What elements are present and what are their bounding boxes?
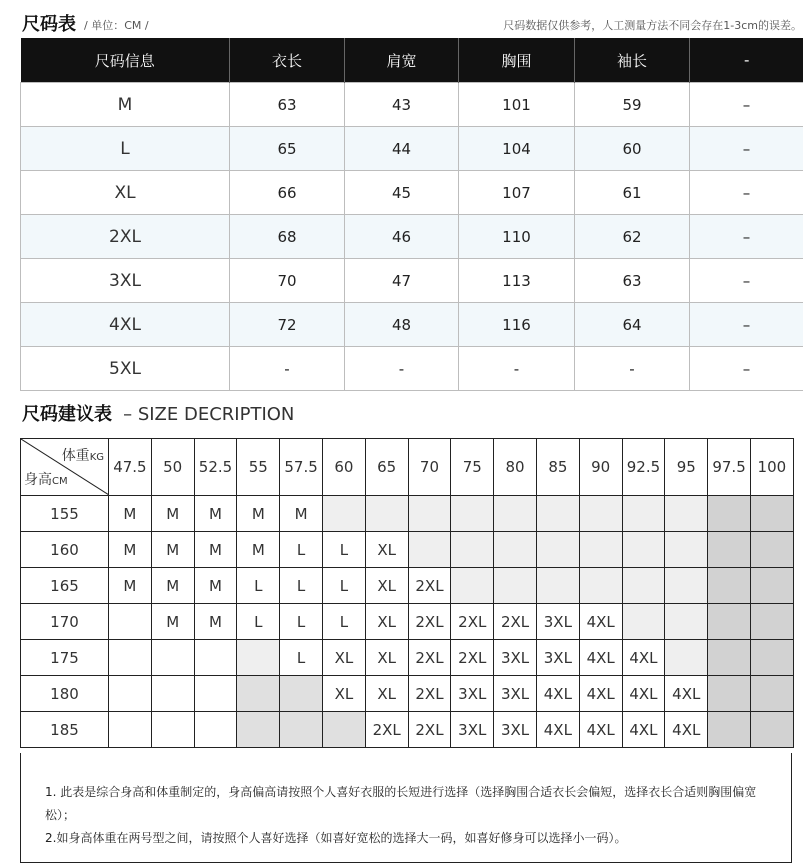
recommendation-row	[21, 604, 794, 640]
recommended-size-cell	[194, 676, 237, 712]
recommended-size-cell: 2XL	[408, 676, 451, 712]
recommended-size-cell: XL	[365, 604, 408, 640]
recommended-size-cell	[536, 496, 579, 532]
recommended-size-cell	[194, 712, 237, 748]
measurement-cell: –	[690, 215, 803, 259]
measurement-cell: 68	[230, 215, 345, 259]
recommended-size-cell	[237, 676, 280, 712]
measurement-cell: 45	[345, 171, 459, 215]
weight-header: 55	[237, 439, 280, 496]
recommended-size-cell: L	[280, 604, 323, 640]
recommended-size-cell: 4XL	[622, 640, 665, 676]
recommended-size-cell: 3XL	[451, 712, 494, 748]
measurement-cell: 59	[575, 83, 690, 127]
recommended-size-cell	[750, 676, 793, 712]
recommended-size-cell	[151, 640, 194, 676]
height-cell: 170	[21, 604, 109, 640]
size-chart-unit: / 单位：CM /	[84, 19, 149, 32]
recommended-size-cell	[579, 496, 622, 532]
recommended-size-cell: M	[237, 532, 280, 568]
recommendation-row	[21, 640, 794, 676]
recommended-size-cell	[750, 604, 793, 640]
recommended-size-cell	[494, 568, 537, 604]
weight-header: 95	[665, 439, 708, 496]
size-row	[21, 259, 803, 303]
recommended-size-cell: 2XL	[408, 604, 451, 640]
recommended-size-cell: XL	[365, 532, 408, 568]
recommended-size-cell: M	[194, 532, 237, 568]
measurement-cell: 64	[575, 303, 690, 347]
recommended-size-cell	[151, 676, 194, 712]
recommended-size-cell: L	[280, 532, 323, 568]
weight-header: 75	[451, 439, 494, 496]
measurement-cell: 110	[459, 215, 575, 259]
recommended-size-cell: XL	[322, 640, 365, 676]
measurement-cell: -	[345, 347, 459, 391]
measurement-cell: 47	[345, 259, 459, 303]
size-label-cell: 4XL	[21, 303, 230, 347]
recommended-size-cell: 4XL	[579, 676, 622, 712]
recommended-size-cell: 4XL	[665, 712, 708, 748]
recommendation-row	[21, 676, 794, 712]
measurement-cell: 46	[345, 215, 459, 259]
size-table-header: 衣长	[230, 38, 345, 83]
recommendation-header	[22, 400, 294, 426]
size-chart-note: 尺码数据仅供参考，人工测量方法不同会存在1-3cm的误差。	[503, 19, 802, 32]
size-label-cell: XL	[21, 171, 230, 215]
size-label-cell: 2XL	[21, 215, 230, 259]
recommended-size-cell	[322, 496, 365, 532]
recommendation-header-row	[21, 439, 794, 496]
recommended-size-cell: XL	[365, 568, 408, 604]
recommended-size-cell	[194, 640, 237, 676]
recommended-size-cell: L	[237, 604, 280, 640]
recommended-size-cell: 2XL	[494, 604, 537, 640]
recommended-size-cell: 2XL	[365, 712, 408, 748]
recommendation-table	[20, 438, 794, 748]
recommended-size-cell: M	[194, 496, 237, 532]
weight-header: 92.5	[622, 439, 665, 496]
weight-header: 70	[408, 439, 451, 496]
recommended-size-cell: 4XL	[536, 676, 579, 712]
recommended-size-cell	[451, 568, 494, 604]
weight-header: 97.5	[708, 439, 751, 496]
recommended-size-cell: M	[109, 568, 152, 604]
size-row	[21, 171, 803, 215]
measurement-cell: -	[575, 347, 690, 391]
recommended-size-cell	[451, 532, 494, 568]
measurement-cell: –	[690, 83, 803, 127]
recommended-size-cell: L	[322, 568, 365, 604]
recommended-size-cell: 2XL	[408, 640, 451, 676]
weight-header: 80	[494, 439, 537, 496]
recommended-size-cell	[536, 568, 579, 604]
recommended-size-cell	[665, 496, 708, 532]
size-table-header: 尺码信息	[21, 38, 230, 83]
size-row	[21, 347, 803, 391]
recommended-size-cell	[109, 640, 152, 676]
measurement-cell: 61	[575, 171, 690, 215]
recommended-size-cell: M	[194, 604, 237, 640]
recommended-size-cell	[494, 532, 537, 568]
recommended-size-cell: L	[237, 568, 280, 604]
size-label-cell: L	[21, 127, 230, 171]
recommendation-row	[21, 496, 794, 532]
recommended-size-cell	[622, 532, 665, 568]
height-cell: 180	[21, 676, 109, 712]
recommended-size-cell: 3XL	[536, 604, 579, 640]
recommended-size-cell: 2XL	[451, 640, 494, 676]
recommended-size-cell: L	[322, 604, 365, 640]
recommended-size-cell: M	[151, 496, 194, 532]
recommended-size-cell: 4XL	[579, 640, 622, 676]
measurement-cell: 62	[575, 215, 690, 259]
recommended-size-cell	[280, 712, 323, 748]
size-table-header: -	[690, 38, 803, 83]
measurement-cell: 113	[459, 259, 575, 303]
recommended-size-cell	[708, 496, 751, 532]
recommendation-subtitle: – SIZE DECRIPTION	[123, 404, 295, 425]
weight-header: 60	[322, 439, 365, 496]
recommended-size-cell	[622, 496, 665, 532]
recommended-size-cell: M	[237, 496, 280, 532]
recommended-size-cell: L	[280, 568, 323, 604]
size-row	[21, 127, 803, 171]
recommended-size-cell	[237, 640, 280, 676]
recommended-size-cell	[708, 712, 751, 748]
recommended-size-cell: 3XL	[494, 676, 537, 712]
recommended-size-cell: 3XL	[494, 712, 537, 748]
recommended-size-cell: M	[151, 568, 194, 604]
measurement-cell: 107	[459, 171, 575, 215]
recommended-size-cell	[365, 496, 408, 532]
measurement-cell: 63	[230, 83, 345, 127]
size-chart-title: 尺码表	[22, 14, 76, 35]
size-row	[21, 303, 803, 347]
weight-header: 65	[365, 439, 408, 496]
size-table	[20, 38, 803, 391]
recommended-size-cell	[708, 676, 751, 712]
weight-header: 47.5	[109, 439, 152, 496]
recommended-size-cell	[665, 640, 708, 676]
recommended-size-cell	[237, 712, 280, 748]
weight-header: 85	[536, 439, 579, 496]
recommended-size-cell: 3XL	[494, 640, 537, 676]
measurement-cell: -	[230, 347, 345, 391]
recommended-size-cell: XL	[322, 676, 365, 712]
measurement-cell: 63	[575, 259, 690, 303]
recommended-size-cell	[280, 676, 323, 712]
recommended-size-cell: 4XL	[665, 676, 708, 712]
recommended-size-cell: M	[151, 604, 194, 640]
recommended-size-cell: 2XL	[408, 712, 451, 748]
recommended-size-cell	[109, 676, 152, 712]
recommended-size-cell: 4XL	[579, 712, 622, 748]
recommended-size-cell: M	[151, 532, 194, 568]
recommended-size-cell: 3XL	[451, 676, 494, 712]
recommended-size-cell: 4XL	[622, 676, 665, 712]
notes-box	[20, 753, 792, 863]
measurement-cell: 72	[230, 303, 345, 347]
measurement-cell: 48	[345, 303, 459, 347]
note-2: 2.如身高体重在两号型之间，请按照个人喜好选择（如喜好宽松的选择大一码，如喜好修身可以选择小一码）。	[45, 831, 627, 845]
recommended-size-cell	[622, 604, 665, 640]
recommended-size-cell	[708, 532, 751, 568]
height-cell: 185	[21, 712, 109, 748]
recommended-size-cell	[494, 496, 537, 532]
recommended-size-cell: L	[322, 532, 365, 568]
recommended-size-cell	[408, 496, 451, 532]
measurement-cell: 116	[459, 303, 575, 347]
recommended-size-cell	[451, 496, 494, 532]
measurement-cell: –	[690, 259, 803, 303]
weight-header: 52.5	[194, 439, 237, 496]
measurement-cell: 70	[230, 259, 345, 303]
measurement-cell: –	[690, 347, 803, 391]
weight-header: 90	[579, 439, 622, 496]
corner-cell	[21, 439, 109, 496]
recommended-size-cell: XL	[365, 640, 408, 676]
recommended-size-cell: XL	[365, 676, 408, 712]
size-chart-header	[22, 6, 802, 36]
size-label-cell: 3XL	[21, 259, 230, 303]
height-cell: 165	[21, 568, 109, 604]
height-cell: 155	[21, 496, 109, 532]
recommended-size-cell	[750, 496, 793, 532]
recommended-size-cell	[750, 532, 793, 568]
recommended-size-cell	[665, 568, 708, 604]
height-cell: 175	[21, 640, 109, 676]
recommended-size-cell	[708, 568, 751, 604]
measurement-cell: –	[690, 127, 803, 171]
note-1: 1. 此表是综合身高和体重制定的，身高偏高请按照个人喜好衣服的长短进行选择（选择胸围合适衣长会偏短，选择衣长合适则胸围偏宽松）；	[45, 785, 757, 822]
recommended-size-cell	[151, 712, 194, 748]
recommended-size-cell: 4XL	[579, 604, 622, 640]
recommended-size-cell	[750, 712, 793, 748]
recommended-size-cell: M	[280, 496, 323, 532]
weight-axis-label: 体重KG	[61, 448, 104, 464]
recommended-size-cell: 2XL	[451, 604, 494, 640]
recommended-size-cell	[536, 532, 579, 568]
recommended-size-cell: 3XL	[536, 640, 579, 676]
recommended-size-cell: M	[194, 568, 237, 604]
recommended-size-cell	[109, 604, 152, 640]
size-label-cell: M	[21, 83, 230, 127]
recommended-size-cell	[750, 640, 793, 676]
recommended-size-cell	[109, 712, 152, 748]
recommended-size-cell: 2XL	[408, 568, 451, 604]
recommended-size-cell: M	[109, 496, 152, 532]
recommendation-row	[21, 568, 794, 604]
weight-header: 50	[151, 439, 194, 496]
recommended-size-cell	[322, 712, 365, 748]
recommended-size-cell	[708, 640, 751, 676]
size-row	[21, 215, 803, 259]
recommended-size-cell: 4XL	[536, 712, 579, 748]
size-table-header: 胸围	[459, 38, 575, 83]
recommended-size-cell: M	[109, 532, 152, 568]
measurement-cell: –	[690, 303, 803, 347]
recommended-size-cell	[579, 532, 622, 568]
size-table-header: 肩宽	[345, 38, 459, 83]
weight-header: 57.5	[280, 439, 323, 496]
recommended-size-cell	[408, 532, 451, 568]
recommended-size-cell	[708, 604, 751, 640]
recommended-size-cell: 4XL	[622, 712, 665, 748]
recommended-size-cell	[665, 532, 708, 568]
measurement-cell: 43	[345, 83, 459, 127]
measurement-cell: –	[690, 171, 803, 215]
recommendation-title: 尺码建议表	[22, 404, 112, 425]
size-table-header: 袖长	[575, 38, 690, 83]
size-table-header-row	[21, 38, 803, 83]
recommended-size-cell	[622, 568, 665, 604]
measurement-cell: 60	[575, 127, 690, 171]
measurement-cell: 101	[459, 83, 575, 127]
recommended-size-cell	[579, 568, 622, 604]
recommendation-row	[21, 712, 794, 748]
measurement-cell: 66	[230, 171, 345, 215]
weight-header: 100	[750, 439, 793, 496]
measurement-cell: 104	[459, 127, 575, 171]
recommendation-row	[21, 532, 794, 568]
measurement-cell: 65	[230, 127, 345, 171]
recommended-size-cell	[750, 568, 793, 604]
height-axis-label: 身高CM	[24, 472, 68, 488]
recommended-size-cell	[665, 604, 708, 640]
recommended-size-cell: L	[280, 640, 323, 676]
size-row	[21, 83, 803, 127]
height-cell: 160	[21, 532, 109, 568]
measurement-cell: -	[459, 347, 575, 391]
size-label-cell: 5XL	[21, 347, 230, 391]
measurement-cell: 44	[345, 127, 459, 171]
